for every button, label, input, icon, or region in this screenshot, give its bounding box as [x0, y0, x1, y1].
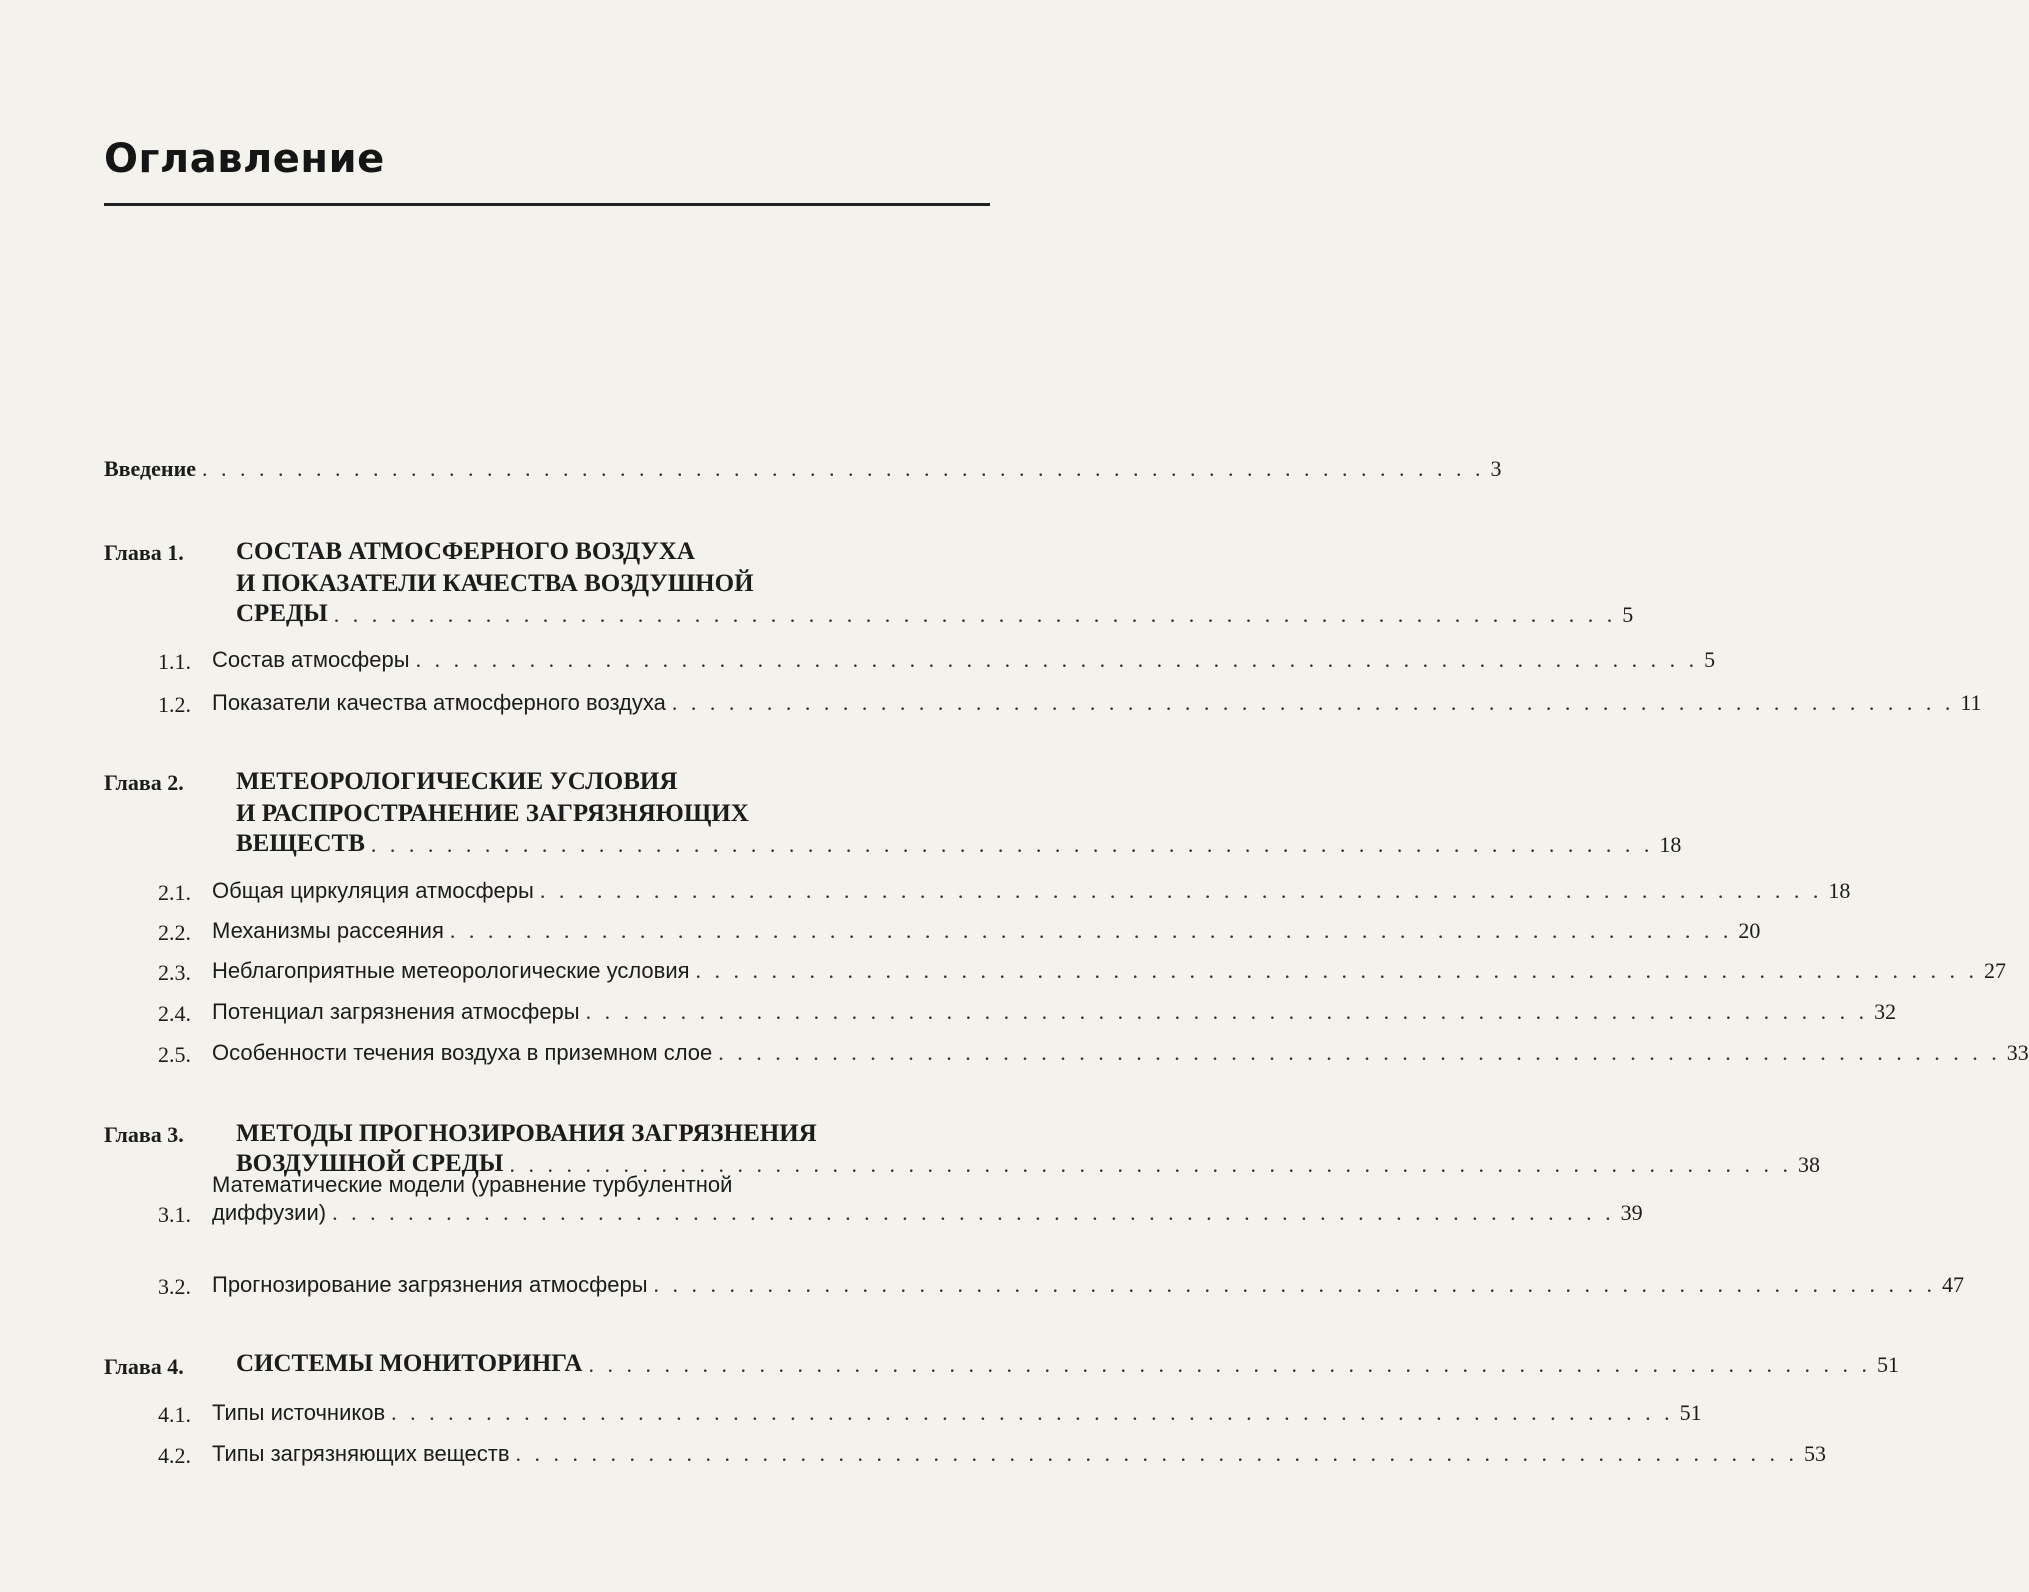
dot-leader: . . . . . . . . . . . . . . . . . . . . . . . . . . . . . . . . . . . . . . . . . . . . . . . . . . . . . . . . . . . . . . . . . . . . — [415, 647, 1699, 672]
dot-leader: . . . . . . . . . . . . . . . . . . . . . . . . . . . . . . . . . . . . . . . . . . . . . . . . . . . . . . . . . . . . . . . . . . . . — [515, 1441, 1799, 1466]
section-entry[interactable] — [212, 958, 2007, 984]
page-number: 11 — [1960, 690, 1982, 715]
entry-title: СРЕДЫ — [236, 600, 328, 627]
page-number: 27 — [1984, 958, 2007, 983]
dot-leader: . . . . . . . . . . . . . . . . . . . . . . . . . . . . . . . . . . . . . . . . . . . . . . . . . . . . . . . . . . . . . . . . . . . . — [332, 1200, 1615, 1225]
dot-leader: . . . . . . . . . . . . . . . . . . . . . . . . . . . . . . . . . . . . . . . . . . . . . . . . . . . . . . . . . . . . . . . . . . . . — [509, 1152, 1792, 1177]
section-number: 2.3. — [158, 960, 191, 985]
section-title-line: Математические модели (уравнение турбулентной — [212, 1172, 733, 1197]
section-entry[interactable] — [212, 1441, 1827, 1467]
dot-leader: . . . . . . . . . . . . . . . . . . . . . . . . . . . . . . . . . . . . . . . . . . . . . . . . . . . . . . . . . . . . . . . . . . . . — [202, 456, 1485, 481]
toc-intro[interactable] — [104, 456, 1502, 482]
page-number: 39 — [1620, 1200, 1643, 1225]
section-number: 1.2. — [158, 692, 191, 717]
entry-title: Типы загрязняющих веществ — [212, 1441, 510, 1466]
chapter-label: Глава 4. — [104, 1354, 184, 1379]
section-entry[interactable] — [212, 918, 1761, 944]
entry-title: Прогнозирование загрязнения атмосферы — [212, 1272, 648, 1297]
entry-title: Общая циркуляция атмосферы — [212, 878, 534, 903]
section-number: 4.1. — [158, 1402, 191, 1427]
chapter-heading-line: МЕТЕОРОЛОГИЧЕСКИЕ УСЛОВИЯ — [236, 768, 678, 795]
section-entry[interactable] — [212, 878, 1851, 904]
entry-title: СИСТЕМЫ МОНИТОРИНГА — [236, 1350, 583, 1377]
page-number: 47 — [1942, 1272, 1965, 1297]
dot-leader: . . . . . . . . . . . . . . . . . . . . . . . . . . . . . . . . . . . . . . . . . . . . . . . . . . . . . . . . . . . . . . . . . . . . — [539, 878, 1823, 903]
dot-leader: . . . . . . . . . . . . . . . . . . . . . . . . . . . . . . . . . . . . . . . . . . . . . . . . . . . . . . . . . . . . . . . . . . . . — [671, 690, 1955, 715]
chapter-heading-line: И РАСПРОСТРАНЕНИЕ ЗАГРЯЗНЯЮЩИХ — [236, 800, 749, 827]
page-number: 32 — [1874, 999, 1897, 1024]
page-number: 3 — [1490, 456, 1502, 481]
entry-title: Потенциал загрязнения атмосферы — [212, 999, 580, 1024]
chapter-label: Глава 2. — [104, 770, 184, 795]
section-entry[interactable] — [212, 1272, 1965, 1298]
entry-title: Состав атмосферы — [212, 647, 410, 672]
dot-leader: . . . . . . . . . . . . . . . . . . . . . . . . . . . . . . . . . . . . . . . . . . . . . . . . . . . . . . . . . . . . . . . . . . . . — [695, 958, 1979, 983]
page-number: 20 — [1738, 918, 1761, 943]
entry-title: ВОЗДУШНОЙ СРЕДЫ — [236, 1150, 504, 1177]
chapter-label: Глава 1. — [104, 540, 184, 565]
entry-title: Типы источников — [212, 1400, 386, 1425]
dot-leader: . . . . . . . . . . . . . . . . . . . . . . . . . . . . . . . . . . . . . . . . . . . . . . . . . . . . . . . . . . . . . . . . . . . . — [653, 1272, 1937, 1297]
dot-leader: . . . . . . . . . . . . . . . . . . . . . . . . . . . . . . . . . . . . . . . . . . . . . . . . . . . . . . . . . . . . . . . . . . . . — [391, 1400, 1674, 1425]
entry-title: Неблагоприятные метеорологические условия — [212, 958, 690, 983]
chapter-heading[interactable] — [236, 600, 1634, 628]
section-number: 4.2. — [158, 1443, 191, 1468]
page-number: 5 — [1622, 602, 1634, 627]
dot-leader: . . . . . . . . . . . . . . . . . . . . . . . . . . . . . . . . . . . . . . . . . . . . . . . . . . . . . . . . . . . . . . . . . . . . — [449, 918, 1733, 943]
dot-leader: . . . . . . . . . . . . . . . . . . . . . . . . . . . . . . . . . . . . . . . . . . . . . . . . . . . . . . . . . . . . . . . . . . . . — [588, 1352, 1871, 1377]
section-number: 2.2. — [158, 920, 191, 945]
chapter-heading-line: И ПОКАЗАТЕЛИ КАЧЕСТВА ВОЗДУШНОЙ — [236, 570, 754, 597]
page-number: 51 — [1679, 1400, 1702, 1425]
section-entry[interactable] — [212, 1200, 1643, 1226]
page-number: 5 — [1704, 647, 1716, 672]
entry-title: Особенности течения воздуха в приземном слое — [212, 1040, 713, 1065]
section-number: 3.1. — [158, 1202, 191, 1227]
section-entry[interactable] — [212, 1400, 1702, 1426]
section-number: 3.2. — [158, 1274, 191, 1299]
section-number: 2.5. — [158, 1042, 191, 1067]
entry-title: Показатели качества атмосферного воздуха — [212, 690, 666, 715]
entry-title: ВЕЩЕСТВ — [236, 830, 365, 857]
page-number: 18 — [1659, 832, 1682, 857]
page-number: 51 — [1876, 1352, 1899, 1377]
entry-title: Механизмы рассеяния — [212, 918, 444, 943]
chapter-label: Глава 3. — [104, 1122, 184, 1147]
page-number: 18 — [1828, 878, 1851, 903]
dot-leader: . . . . . . . . . . . . . . . . . . . . . . . . . . . . . . . . . . . . . . . . . . . . . . . . . . . . . . . . . . . . . . . . . . . . — [370, 832, 1654, 857]
page-number: 33 — [2006, 1040, 2029, 1065]
chapter-heading-line: МЕТОДЫ ПРОГНОЗИРОВАНИЯ ЗАГРЯЗНЕНИЯ — [236, 1120, 817, 1147]
page-number: 53 — [1804, 1441, 1827, 1466]
dot-leader: . . . . . . . . . . . . . . . . . . . . . . . . . . . . . . . . . . . . . . . . . . . . . . . . . . . . . . . . . . . . . . . . . . . . — [333, 602, 1617, 627]
dot-leader: . . . . . . . . . . . . . . . . . . . . . . . . . . . . . . . . . . . . . . . . . . . . . . . . . . . . . . . . . . . . . . . . . . . . — [718, 1040, 2001, 1065]
section-entry[interactable] — [212, 690, 1982, 716]
page-title: Оглавление — [104, 136, 385, 182]
section-number: 2.4. — [158, 1001, 191, 1026]
section-number: 1.1. — [158, 649, 191, 674]
page-number: 38 — [1797, 1152, 1820, 1177]
chapter-heading-line: СОСТАВ АТМОСФЕРНОГО ВОЗДУХА — [236, 538, 695, 565]
chapter-heading[interactable] — [236, 830, 1682, 858]
section-entry[interactable] — [212, 647, 1716, 673]
title-divider — [104, 203, 990, 206]
section-number: 2.1. — [158, 880, 191, 905]
entry-title: Введение — [104, 456, 197, 481]
section-entry[interactable] — [212, 1040, 2029, 1066]
chapter-heading[interactable] — [236, 1350, 1899, 1378]
entry-title: диффузии) — [212, 1200, 327, 1225]
section-entry[interactable] — [212, 999, 1897, 1025]
dot-leader: . . . . . . . . . . . . . . . . . . . . . . . . . . . . . . . . . . . . . . . . . . . . . . . . . . . . . . . . . . . . . . . . . . . . — [585, 999, 1869, 1024]
